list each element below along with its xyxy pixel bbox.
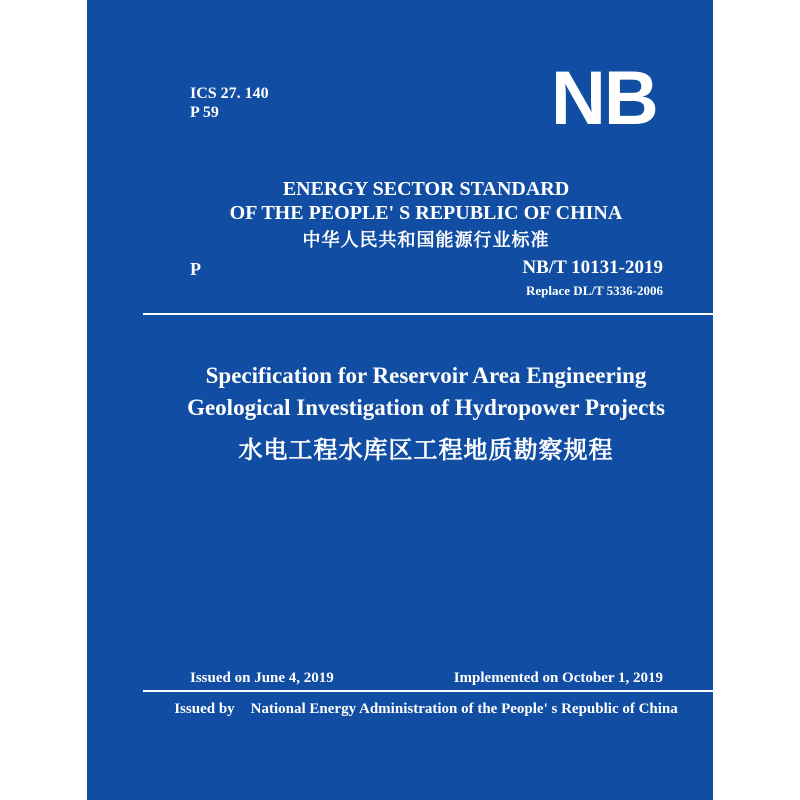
title-english-line-2: Geological Investigation of Hydropower Projects xyxy=(187,395,665,420)
org-name-line-2: OF THE PEOPLE' S REPUBLIC OF CHINA xyxy=(229,202,623,224)
cover-background xyxy=(87,0,713,800)
ics-block xyxy=(190,84,269,122)
title-block xyxy=(143,360,709,466)
standard-number-block xyxy=(522,257,663,299)
org-name-chinese: 中华人民共和国能源行业标准 xyxy=(302,230,550,250)
classification-code: P 59 xyxy=(190,104,219,121)
bottom-divider-line xyxy=(143,690,713,692)
standard-org-block xyxy=(143,177,709,251)
issuer-name: National Energy Administration of the People' s Republic of China xyxy=(250,701,678,717)
ics-code: ICS 27. 140 xyxy=(190,85,269,102)
implemented-date: Implemented on October 1, 2019 xyxy=(453,670,663,686)
title-chinese: 水电工程水库区工程地质勘察规程 xyxy=(238,438,614,464)
title-english-line-1: Specification for Reservoir Area Engineering xyxy=(205,363,647,388)
issued-by-label: Issued by xyxy=(174,701,235,717)
standard-number: NB/T 10131-2019 xyxy=(522,257,663,278)
nb-logo: NB xyxy=(551,56,657,141)
doc-class-letter: P xyxy=(190,259,201,279)
replaced-standard: Replace DL/T 5336-2006 xyxy=(526,283,663,298)
org-name-line-1: ENERGY SECTOR STANDARD xyxy=(282,178,570,200)
issued-by-row xyxy=(143,701,709,718)
issued-date: Issued on June 4, 2019 xyxy=(190,670,334,686)
top-divider-line xyxy=(143,313,713,315)
